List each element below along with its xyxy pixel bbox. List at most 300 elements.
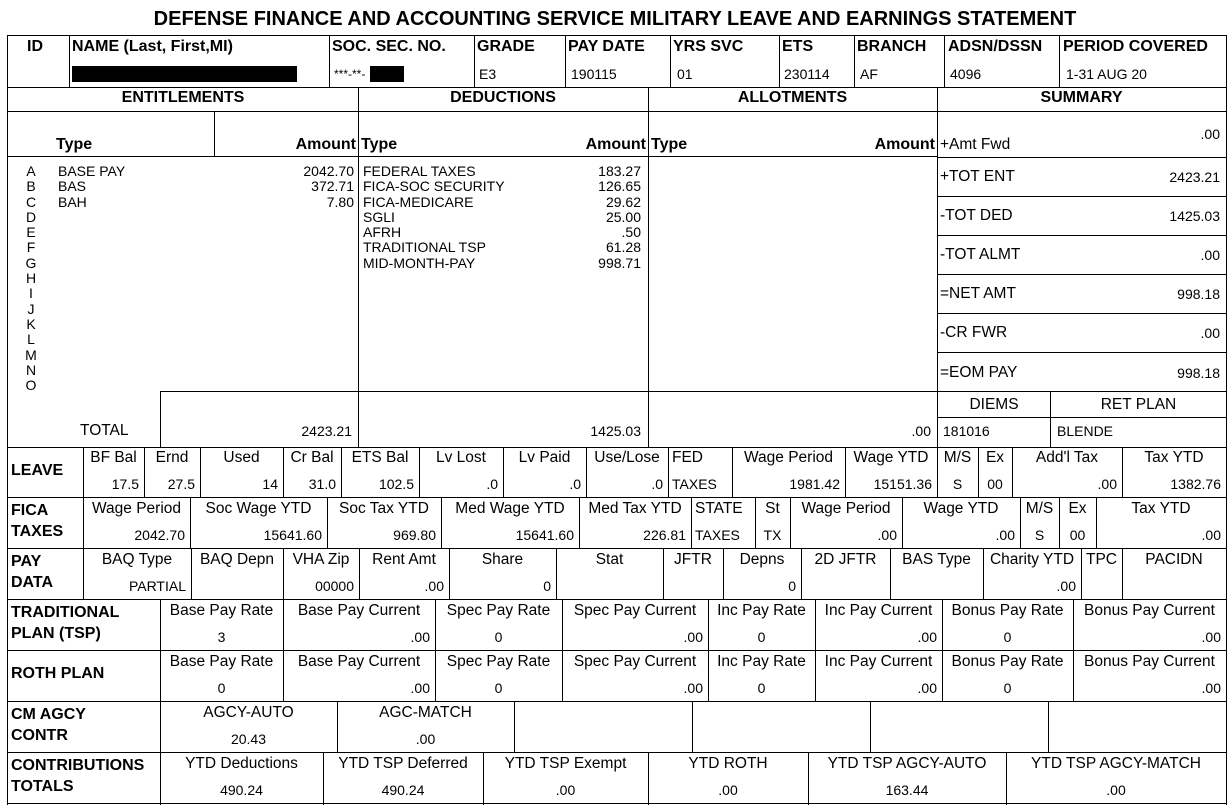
leave-value: .0 bbox=[569, 476, 581, 492]
grid-line bbox=[586, 447, 587, 497]
id-label: ID bbox=[27, 38, 43, 55]
cm-agcy-header: AGCY-AUTO bbox=[203, 704, 294, 721]
deduction-row bbox=[363, 240, 641, 255]
grade-label: GRADE bbox=[477, 38, 535, 55]
grid-line bbox=[341, 447, 342, 497]
grid-line bbox=[327, 497, 328, 548]
roth-value: 0 bbox=[757, 680, 766, 696]
leave-header: Lv Paid bbox=[518, 449, 571, 466]
grid-line bbox=[755, 497, 756, 548]
fed-taxes-label2: TAXES bbox=[672, 476, 717, 492]
fica-value: 2042.70 bbox=[134, 527, 185, 543]
amt-fwd-label: +Amt Fwd bbox=[940, 136, 1011, 153]
grid-line bbox=[7, 35, 8, 805]
pay-data-header: Depns bbox=[739, 551, 785, 568]
grid-line bbox=[937, 196, 1227, 197]
yrs-svc-label: YRS SVC bbox=[673, 38, 744, 55]
grid-line bbox=[283, 599, 284, 650]
line-letter: J bbox=[27, 300, 35, 317]
fed-taxes-label: FED bbox=[672, 449, 703, 466]
tsp-header: Spec Pay Rate bbox=[446, 602, 551, 619]
tsp-value: 0 bbox=[1003, 629, 1012, 645]
tsp-value: 0 bbox=[494, 629, 503, 645]
grid-line bbox=[845, 447, 846, 497]
roth-header: Spec Pay Current bbox=[573, 653, 697, 670]
leave-header: Use/Lose bbox=[594, 449, 660, 466]
grid-line bbox=[323, 752, 324, 805]
fed-tax-value: S bbox=[952, 476, 963, 492]
fica-label: FICA bbox=[11, 502, 49, 519]
grid-line bbox=[7, 111, 1227, 112]
entitlement-amount: 372.71 bbox=[311, 178, 354, 195]
leave-value: 17.5 bbox=[111, 476, 139, 492]
branch-value: AF bbox=[860, 66, 878, 82]
entitlement-row bbox=[58, 179, 354, 194]
entitlements-list bbox=[58, 164, 354, 210]
entitlement-type: BAS bbox=[58, 178, 87, 195]
grid-line bbox=[449, 548, 450, 599]
deduction-amount: 29.62 bbox=[605, 193, 641, 210]
leave-header: Ernd bbox=[155, 449, 189, 466]
pay-data-value: .00 bbox=[424, 578, 444, 594]
grid-line bbox=[7, 650, 1227, 651]
contrib-value: .00 bbox=[1106, 782, 1126, 798]
fed-tax-header: M/S bbox=[943, 449, 972, 466]
deduction-amount: 183.27 bbox=[598, 163, 641, 179]
grid-line bbox=[7, 701, 1227, 702]
fica-value: 15641.60 bbox=[515, 527, 574, 543]
entitlement-amount: 7.80 bbox=[326, 193, 354, 210]
summary-value: .00 bbox=[1200, 247, 1220, 263]
grid-line bbox=[7, 35, 1227, 36]
summary-value: 998.18 bbox=[1177, 365, 1220, 381]
contrib-header: YTD Deductions bbox=[185, 755, 298, 772]
grid-line bbox=[692, 701, 693, 752]
grid-line bbox=[663, 548, 664, 599]
grid-line bbox=[937, 274, 1227, 275]
grid-line bbox=[937, 235, 1227, 236]
state-tax-header: M/S bbox=[1025, 500, 1054, 517]
entitlement-amount: 2042.70 bbox=[303, 163, 354, 179]
tsp-value: 0 bbox=[757, 629, 766, 645]
grid-line bbox=[937, 417, 1227, 418]
state-tax-value: .00 bbox=[1201, 527, 1221, 543]
pay-data-value: 00000 bbox=[315, 578, 354, 594]
leave-value: .0 bbox=[651, 476, 663, 492]
total-entitlements: 2423.21 bbox=[301, 423, 352, 439]
grid-line bbox=[854, 35, 855, 87]
tsp-value: .00 bbox=[410, 629, 430, 645]
yrs-svc-value: 01 bbox=[677, 66, 693, 82]
grid-line bbox=[435, 650, 436, 701]
grid-line bbox=[556, 548, 557, 599]
contrib-header: YTD TSP Deferred bbox=[338, 755, 468, 772]
fed-tax-value: 15151.36 bbox=[873, 476, 932, 492]
grid-line bbox=[7, 156, 937, 157]
grid-line bbox=[283, 548, 284, 599]
cm-agcy-header: AGC-MATCH bbox=[379, 704, 472, 721]
grid-line bbox=[1006, 752, 1007, 805]
fica-value: 226.81 bbox=[643, 527, 686, 543]
document-title: DEFENSE FINANCE AND ACCOUNTING SERVICE MILITARY LEAVE AND EARNINGS STATEMENT bbox=[153, 8, 1077, 30]
line-letter: L bbox=[27, 331, 35, 348]
entitlements-amount-label: Amount bbox=[295, 136, 356, 153]
pay-date-label: PAY DATE bbox=[568, 38, 645, 55]
entitlement-type: BAH bbox=[58, 193, 87, 210]
grid-line bbox=[7, 803, 1227, 804]
roth-value: .00 bbox=[917, 680, 937, 696]
fed-tax-header: Ex bbox=[985, 449, 1005, 466]
grid-line bbox=[1226, 35, 1227, 805]
deductions-list bbox=[363, 164, 641, 271]
contrib-value: .00 bbox=[718, 782, 738, 798]
fica-value: 15641.60 bbox=[263, 527, 322, 543]
tsp-header: Spec Pay Current bbox=[573, 602, 697, 619]
state-tax-value: TX bbox=[763, 527, 782, 543]
state-tax-header: Wage YTD bbox=[923, 500, 999, 517]
pay-data-header: 2D JFTR bbox=[814, 551, 877, 568]
state-taxes-label2: TAXES bbox=[695, 527, 740, 543]
grid-line bbox=[7, 752, 1227, 753]
leave-value: 14 bbox=[262, 476, 278, 492]
pay-data-header: Share bbox=[481, 551, 524, 568]
grid-line bbox=[160, 391, 161, 447]
grid-line bbox=[69, 35, 70, 87]
diems-value: 181016 bbox=[943, 423, 990, 439]
roth-label: ROTH PLAN bbox=[11, 665, 105, 682]
summary-label: =EOM PAY bbox=[940, 364, 1018, 381]
line-letter: K bbox=[26, 315, 36, 332]
roth-header: Inc Pay Rate bbox=[717, 653, 806, 670]
leave-header: Cr Bal bbox=[290, 449, 334, 466]
fica-header: Soc Wage YTD bbox=[205, 500, 312, 517]
entitlement-type: BASE PAY bbox=[58, 163, 126, 179]
grid-line bbox=[1012, 447, 1013, 497]
state-tax-value: .00 bbox=[877, 527, 897, 543]
adsn-label: ADSN/DSSN bbox=[948, 38, 1043, 55]
fica-value: 969.80 bbox=[393, 527, 436, 543]
grid-line bbox=[1122, 548, 1123, 599]
grid-line bbox=[562, 599, 563, 650]
grid-line bbox=[937, 157, 1227, 158]
grid-line bbox=[937, 391, 1227, 392]
fed-tax-header: Wage YTD bbox=[853, 449, 929, 466]
fed-tax-value: .00 bbox=[1097, 476, 1117, 492]
grid-line bbox=[723, 548, 724, 599]
grid-line bbox=[435, 599, 436, 650]
contrib-value: .00 bbox=[555, 782, 576, 798]
grid-line bbox=[1122, 447, 1123, 497]
leave-header: Lv Lost bbox=[436, 449, 486, 466]
line-letter: B bbox=[26, 178, 36, 195]
line-letter: A bbox=[26, 163, 36, 179]
grid-line bbox=[160, 752, 161, 805]
grid-line bbox=[579, 497, 580, 548]
contrib-value: 490.24 bbox=[381, 782, 425, 798]
fed-tax-header: Wage Period bbox=[743, 449, 834, 466]
grid-line bbox=[160, 391, 937, 392]
ets-label: ETS bbox=[782, 38, 814, 55]
leave-value: 27.5 bbox=[167, 476, 195, 492]
line-letter: F bbox=[26, 239, 36, 256]
allotments-type-label: Type bbox=[651, 136, 688, 153]
grid-line bbox=[1096, 497, 1097, 548]
state-tax-header: Wage Period bbox=[801, 500, 891, 517]
deduction-amount: 61.28 bbox=[605, 239, 641, 256]
pay-data-header: BAQ Depn bbox=[199, 551, 275, 568]
grid-line bbox=[732, 447, 733, 497]
branch-label: BRANCH bbox=[857, 38, 927, 55]
deduction-type: AFRH bbox=[363, 224, 402, 241]
pay-data-value: .00 bbox=[1056, 578, 1076, 594]
grid-line bbox=[902, 497, 903, 548]
grid-line bbox=[1073, 599, 1074, 650]
roth-value: .00 bbox=[1201, 680, 1221, 696]
grid-line bbox=[190, 497, 191, 548]
roth-value: 0 bbox=[217, 680, 226, 696]
diems-label: DIEMS bbox=[969, 396, 1019, 413]
entitlements-header: ENTITLEMENTS bbox=[121, 89, 245, 106]
tsp-header: Bonus Pay Current bbox=[1084, 602, 1215, 619]
period-label: PERIOD COVERED bbox=[1063, 38, 1208, 55]
ssn-redaction bbox=[370, 66, 404, 82]
deduction-type: SGLI bbox=[363, 208, 395, 225]
contrib-header: YTD TSP AGCY-AUTO bbox=[827, 755, 987, 772]
tsp-label: TRADITIONAL bbox=[11, 604, 120, 621]
grid-line bbox=[937, 352, 1227, 353]
cm-agcy-value: .00 bbox=[415, 731, 436, 747]
summary-value: 998.18 bbox=[1177, 286, 1220, 302]
summary-value: .00 bbox=[1200, 325, 1220, 341]
grid-line bbox=[83, 497, 84, 548]
grid-line bbox=[942, 599, 943, 650]
grid-line bbox=[1073, 650, 1074, 701]
fed-tax-value: 1981.42 bbox=[789, 476, 840, 492]
deduction-type: TRADITIONAL TSP bbox=[363, 239, 486, 256]
summary-label: -TOT DED bbox=[940, 207, 1013, 224]
grid-line bbox=[441, 497, 442, 548]
fica-header: Soc Tax YTD bbox=[339, 500, 429, 517]
pay-date-value: 190115 bbox=[571, 66, 617, 82]
deduction-row bbox=[363, 164, 641, 179]
total-deductions: 1425.03 bbox=[590, 423, 641, 439]
grid-line bbox=[670, 35, 671, 87]
grid-line bbox=[937, 447, 938, 497]
grid-line bbox=[214, 111, 215, 156]
summary-value: 1425.03 bbox=[1169, 208, 1220, 224]
line-letters bbox=[20, 164, 42, 393]
grid-line bbox=[160, 599, 161, 650]
grid-line bbox=[283, 650, 284, 701]
grid-line bbox=[708, 599, 709, 650]
grid-line bbox=[808, 752, 809, 805]
roth-header: Bonus Pay Current bbox=[1084, 653, 1215, 670]
roth-value: .00 bbox=[683, 680, 703, 696]
grid-line bbox=[1059, 497, 1060, 548]
deduction-amount: 998.71 bbox=[598, 254, 641, 271]
leave-header: BF Bal bbox=[90, 449, 137, 466]
ets-value: 230114 bbox=[784, 66, 830, 82]
grid-line bbox=[937, 87, 938, 447]
adsn-value: 4096 bbox=[950, 66, 982, 82]
state-tax-value: 00 bbox=[1069, 527, 1086, 543]
deduction-type: FICA-MEDICARE bbox=[363, 193, 474, 210]
grid-line bbox=[890, 548, 891, 599]
allotments-amount-label: Amount bbox=[874, 136, 935, 153]
summary-label: =NET AMT bbox=[940, 285, 1016, 302]
pay-data-header: Rent Amt bbox=[372, 551, 436, 568]
grid-line bbox=[815, 599, 816, 650]
contrib-value: 163.44 bbox=[885, 782, 929, 798]
ret-plan-value: BLENDE bbox=[1057, 423, 1114, 439]
grid-line bbox=[691, 497, 692, 548]
line-letter: D bbox=[25, 208, 37, 225]
grid-line bbox=[83, 447, 84, 497]
grid-line bbox=[562, 650, 563, 701]
summary-label: -TOT ALMT bbox=[940, 246, 1021, 263]
pay-data-label: PAY bbox=[11, 553, 42, 570]
amt-fwd-value: .00 bbox=[1200, 126, 1220, 142]
grid-line bbox=[160, 650, 161, 701]
grid-line bbox=[329, 35, 330, 87]
grid-line bbox=[144, 447, 145, 497]
period-value: 1-31 AUG 20 bbox=[1066, 66, 1147, 82]
allotments-header: ALLOTMENTS bbox=[737, 89, 848, 106]
ssn-label: SOC. SEC. NO. bbox=[332, 38, 446, 55]
grid-line bbox=[565, 35, 566, 87]
cm-agcy-label2: CONTR bbox=[11, 727, 68, 744]
leave-value: 102.5 bbox=[378, 476, 414, 492]
state-tax-header: Tax YTD bbox=[1131, 500, 1191, 517]
pay-data-header: TPC bbox=[1086, 551, 1117, 568]
fica-header: Med Tax YTD bbox=[588, 500, 682, 517]
deduction-row bbox=[363, 195, 641, 210]
grid-line bbox=[7, 548, 1227, 549]
pay-data-value: PARTIAL bbox=[128, 578, 186, 594]
contrib-label2: TOTALS bbox=[11, 778, 74, 795]
grid-line bbox=[1048, 701, 1049, 752]
deductions-type-label: Type bbox=[361, 136, 398, 153]
summary-label: +TOT ENT bbox=[940, 168, 1015, 185]
deductions-amount-label: Amount bbox=[585, 136, 646, 153]
tsp-header: Inc Pay Rate bbox=[717, 602, 806, 619]
pay-data-label2: DATA bbox=[11, 574, 54, 591]
roth-header: Inc Pay Current bbox=[824, 653, 933, 670]
grid-line bbox=[7, 599, 1227, 600]
deduction-row bbox=[363, 179, 641, 194]
deduction-row bbox=[363, 256, 641, 271]
grid-line bbox=[978, 447, 979, 497]
deduction-amount: .50 bbox=[621, 224, 641, 241]
line-letter: M bbox=[25, 346, 37, 363]
pay-data-value: 0 bbox=[543, 578, 551, 594]
grid-line bbox=[801, 548, 802, 599]
deduction-type: MID-MONTH-PAY bbox=[363, 254, 476, 271]
deduction-type: FEDERAL TAXES bbox=[363, 163, 476, 179]
grid-line bbox=[7, 447, 1227, 448]
leave-value: 31.0 bbox=[308, 476, 336, 492]
contrib-header: YTD ROTH bbox=[688, 755, 768, 772]
tsp-header: Base Pay Rate bbox=[169, 602, 274, 619]
grid-line bbox=[708, 650, 709, 701]
deduction-amount: 126.65 bbox=[598, 178, 641, 195]
leave-header: ETS Bal bbox=[351, 449, 409, 466]
pay-data-header: Charity YTD bbox=[989, 551, 1075, 568]
grid-line bbox=[648, 752, 649, 805]
deduction-row bbox=[363, 225, 641, 240]
grid-line bbox=[937, 313, 1227, 314]
roth-value: 0 bbox=[494, 680, 503, 696]
roth-value: .00 bbox=[410, 680, 430, 696]
line-letter: O bbox=[25, 377, 37, 394]
total-allotments: .00 bbox=[911, 423, 931, 439]
grid-line bbox=[779, 35, 780, 87]
grade-value: E3 bbox=[479, 66, 497, 82]
cm-agcy-value: 20.43 bbox=[230, 731, 267, 747]
pay-data-header: Stat bbox=[595, 551, 624, 568]
deduction-type: FICA-SOC SECURITY bbox=[363, 178, 505, 195]
name-label: NAME (Last, First,MI) bbox=[72, 38, 233, 55]
pay-data-header: PACIDN bbox=[1145, 551, 1203, 568]
pay-data-header: VHA Zip bbox=[292, 551, 350, 568]
state-taxes-label: STATE bbox=[695, 500, 743, 517]
summary-header: SUMMARY bbox=[1040, 89, 1123, 106]
line-letter: C bbox=[25, 193, 37, 210]
tsp-value: 3 bbox=[217, 629, 226, 645]
fed-tax-header: Add'l Tax bbox=[1035, 449, 1099, 466]
roth-header: Bonus Pay Rate bbox=[951, 653, 1064, 670]
roth-value: 0 bbox=[1003, 680, 1012, 696]
grid-line bbox=[200, 447, 201, 497]
grid-line bbox=[815, 650, 816, 701]
deduction-row bbox=[363, 210, 641, 225]
contrib-header: YTD TSP AGCY-MATCH bbox=[1031, 755, 1201, 772]
grid-line bbox=[1050, 391, 1051, 447]
tsp-label2: PLAN (TSP) bbox=[11, 625, 101, 642]
ret-plan-label: RET PLAN bbox=[1100, 396, 1177, 413]
tsp-header: Bonus Pay Rate bbox=[951, 602, 1064, 619]
pay-data-value: 0 bbox=[788, 578, 796, 594]
state-tax-header: Ex bbox=[1068, 500, 1087, 517]
grid-line bbox=[83, 548, 84, 599]
tsp-value: .00 bbox=[683, 629, 703, 645]
grid-line bbox=[337, 701, 338, 752]
line-letter: N bbox=[25, 361, 37, 378]
entitlements-type-label: Type bbox=[56, 136, 93, 153]
fica-label2: TAXES bbox=[11, 523, 64, 540]
grid-line bbox=[483, 752, 484, 805]
deduction-amount: 25.00 bbox=[605, 208, 641, 225]
grid-line bbox=[514, 701, 515, 752]
line-letter: H bbox=[25, 270, 37, 287]
grid-line bbox=[870, 701, 871, 752]
cm-agcy-label: CM AGCY bbox=[11, 706, 86, 723]
roth-header: Base Pay Rate bbox=[169, 653, 274, 670]
fica-header: Wage Period bbox=[91, 500, 182, 517]
state-tax-value: S bbox=[1034, 527, 1045, 543]
grid-line bbox=[191, 548, 192, 599]
summary-label: -CR FWR bbox=[940, 324, 1008, 341]
roth-header: Base Pay Current bbox=[297, 653, 421, 670]
grid-line bbox=[983, 548, 984, 599]
grid-line bbox=[942, 650, 943, 701]
leave-label: LEAVE bbox=[11, 462, 64, 479]
fed-tax-value: 1382.76 bbox=[1170, 476, 1221, 492]
summary-value: 2423.21 bbox=[1169, 169, 1220, 185]
state-tax-value: .00 bbox=[995, 527, 1015, 543]
roth-header: Spec Pay Rate bbox=[446, 653, 551, 670]
tsp-header: Base Pay Current bbox=[297, 602, 421, 619]
